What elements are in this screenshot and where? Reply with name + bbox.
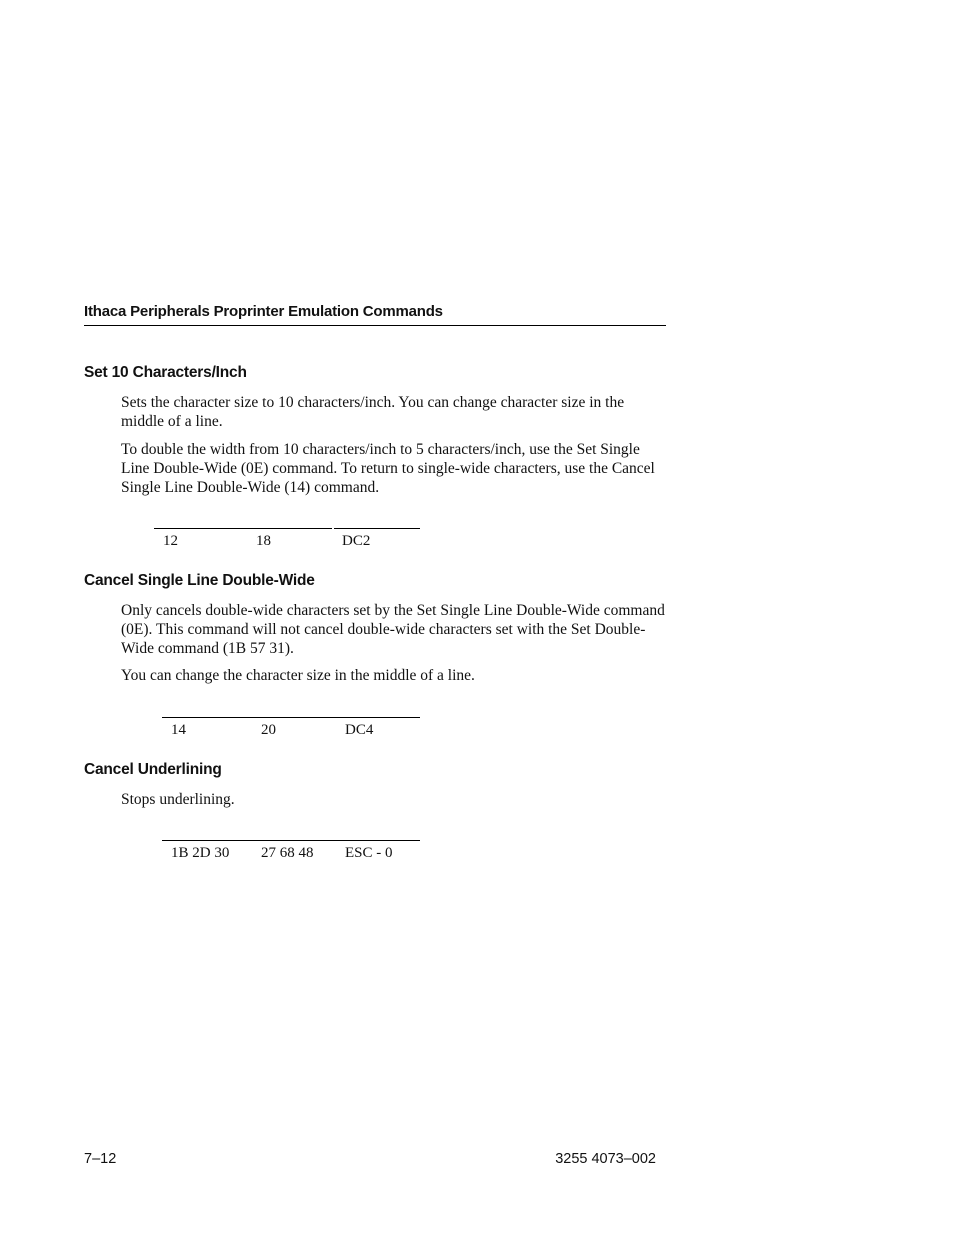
decimal-code: 20 [261, 722, 276, 738]
table-rule [162, 717, 420, 718]
page-number: 7–12 [84, 1151, 117, 1167]
hex-code: 14 [171, 722, 186, 738]
command-code-table [162, 717, 420, 741]
decimal-code: 27 68 48 [261, 845, 314, 861]
section-paragraph: Stops underlining. [121, 791, 235, 808]
hex-code: 1B 2D 30 [171, 845, 230, 861]
section-paragraph: To double the width from 10 characters/inch to 5 characters/inch, use the Set Single Line Double-Wide (0E) command. To return to single-wide characters, use the Cancel Single Line Double-Wide (14) command. [121, 441, 655, 496]
section-heading-cancel-double-wide: Cancel Single Line Double-Wide [84, 572, 315, 589]
ascii-code: ESC - 0 [345, 845, 393, 861]
command-code-table [162, 840, 420, 864]
table-rule [162, 840, 420, 841]
ascii-code: DC4 [345, 722, 374, 738]
decimal-code: 18 [256, 533, 271, 549]
ascii-code: DC2 [342, 533, 371, 549]
table-rule [154, 528, 332, 529]
command-code-table [154, 528, 420, 552]
running-header: Ithaca Peripherals Proprinter Emulation Commands [84, 303, 666, 326]
section-paragraph: Sets the character size to 10 characters/inch. You can change character size in the middle of a line. [121, 394, 625, 430]
section-paragraph: You can change the character size in the middle of a line. [121, 667, 475, 684]
document-number: 3255 4073–002 [555, 1151, 656, 1167]
section-paragraph: Only cancels double-wide characters set by the Set Single Line Double-Wide command (0E). This command will not cancel double-wide characters set with the Set Double-Wide command (1B 57 31). [121, 602, 665, 657]
section-heading-set-10-cpi: Set 10 Characters/Inch [84, 364, 247, 381]
table-rule [334, 528, 420, 529]
hex-code: 12 [163, 533, 178, 549]
section-heading-cancel-underlining: Cancel Underlining [84, 761, 222, 778]
